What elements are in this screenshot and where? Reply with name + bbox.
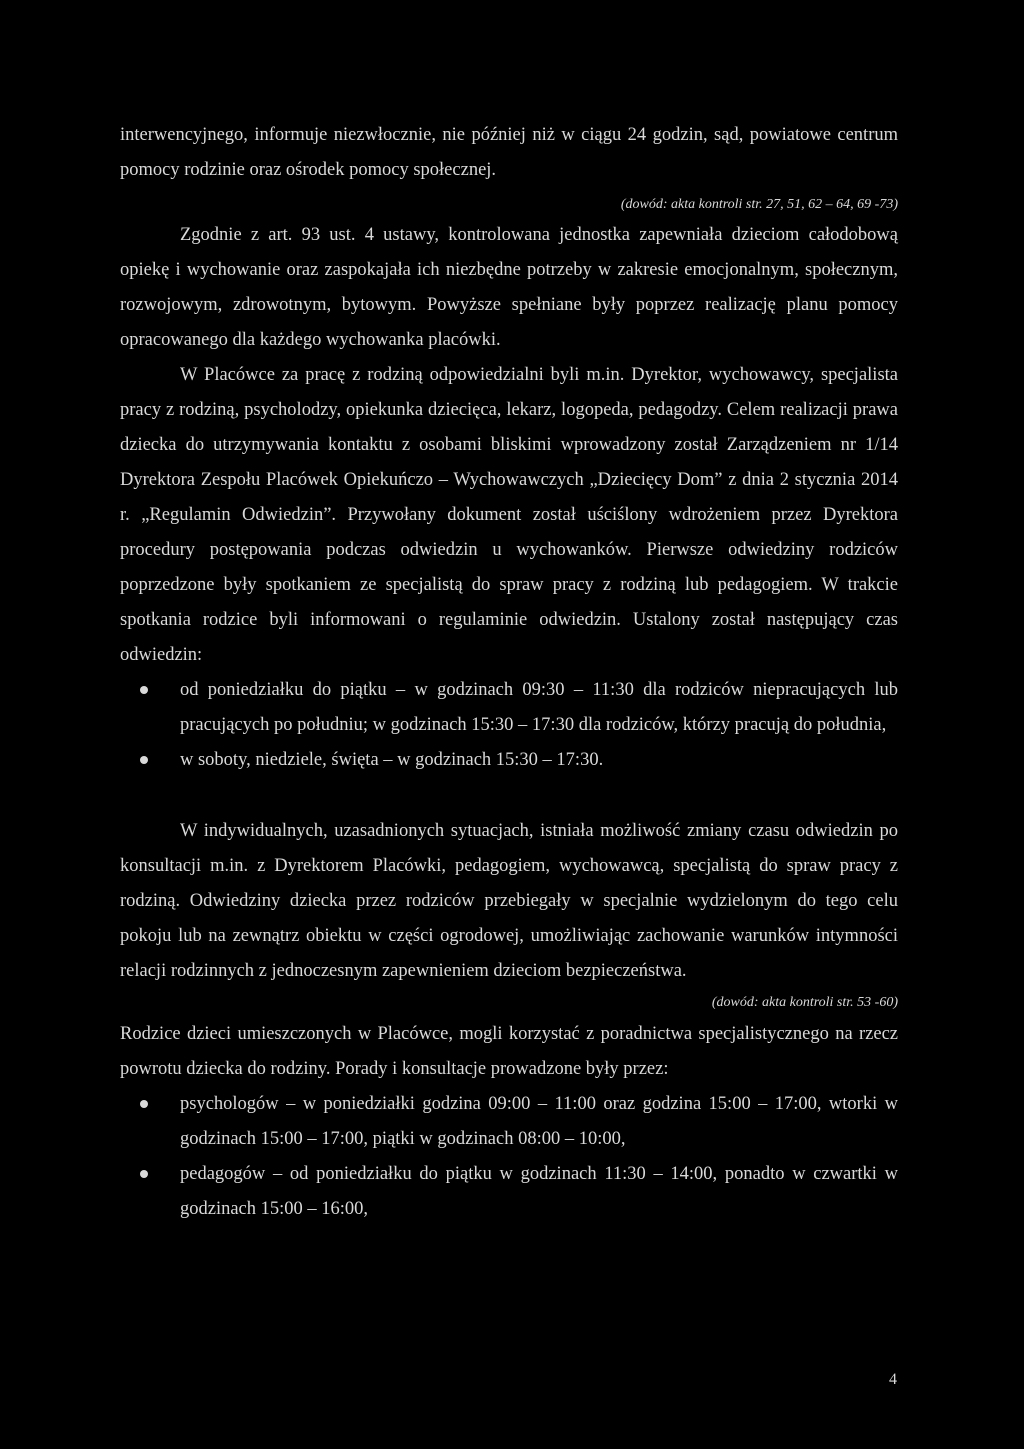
evidence-citation-2: (dowód: akta kontroli str. 53 -60) xyxy=(711,995,898,1010)
document-page xyxy=(120,118,898,1227)
paragraph-2: Zgodnie z art. 93 ust. 4 ustawy, kontrolowana jednostka zapewniała dzieciom całodobową opiekę i wychowanie oraz zaspokajała ich niezbędne potrzeby w zakresie emocjonalnym, społecznym, rozwojowym, zdrowotnym, bytowym. Powyższe spełniane były poprzez realizację planu pomocy opracowanego dla każdego wychowanka placówki. xyxy=(120,225,898,350)
list-item xyxy=(120,743,898,778)
paragraph-gap xyxy=(120,778,898,814)
list-item-text: w soboty, niedziele, święta – w godzinach 15:30 – 17:30. xyxy=(180,750,604,770)
advice-schedule-list xyxy=(120,1087,898,1227)
bullet-icon xyxy=(140,1100,148,1108)
page-number: 4 xyxy=(889,1371,897,1388)
evidence-citation-1: (dowód: akta kontroli str. 27, 51, 62 – 64, 69 -73) xyxy=(620,197,898,212)
list-item xyxy=(120,1087,898,1157)
paragraph-5: Rodzice dzieci umieszczonych w Placówce, mogli korzystać z poradnictwa specjalistycznego na rzecz powrotu dziecka do rodziny. Porady i konsultacje prowadzone były przez: xyxy=(120,1024,898,1079)
list-item-text: od poniedziałku do piątku – w godzinach 09:30 – 11:30 dla rodziców niepracujących lub pracujących po południu; w godzinach 15:30 – 17:30 dla rodziców, którzy pracują do południa, xyxy=(180,680,898,735)
visits-schedule-list xyxy=(120,673,898,778)
paragraph-4: W indywidualnych, uzasadnionych sytuacjach, istniała możliwość zmiany czasu odwiedzin po konsultacji m.in. z Dyrektorem Placówki, pedagogiem, wychowawcą, specjalistą do spraw pracy z rodziną. Odwiedziny dziecka przez rodziców przebiegały w specjalnie wydzielonym do tego celu pokoju lub na zewnątrz obiektu w części ogrodowej, umożliwiając zachowanie warunków intymności relacji rodzinnych z jednoczesnym zapewnieniem dzieciom bezpieczeństwa. xyxy=(120,821,898,981)
bullet-icon xyxy=(140,756,148,764)
bullet-icon xyxy=(140,1170,148,1178)
list-item-text: psychologów – w poniedziałki godzina 09:00 – 11:00 oraz godzina 15:00 – 17:00, wtorki w godzinach 15:00 – 17:00, piątki w godzinach 08:00 – 10:00, xyxy=(180,1094,898,1149)
bullet-icon xyxy=(140,686,148,694)
paragraph-3: W Placówce za pracę z rodziną odpowiedzialni byli m.in. Dyrektor, wychowawcy, specjalista pracy z rodziną, psycholodzy, opiekunka dziecięca, lekarz, logopeda, pedagodzy. Celem realizacji prawa dziecka do utrzymywania kontaktu z osobami bliskimi wprowadzony został Zarządzeniem nr 1/14 Dyrektora Zespołu Placówek Opiekuńczo – Wychowawczych „Dziecięcy Dom” z dnia 2 stycznia 2014 r. „Regulamin Odwiedzin”. Przywołany dokument został uściślony wdrożeniem przez Dyrektora procedury postępowania podczas odwiedzin u wychowanków. Pierwsze odwiedziny rodziców poprzedzone były spotkaniem ze specjalistą do spraw pracy z rodziną lub pedagogiem. W trakcie spotkania rodzice byli informowani o regulaminie odwiedzin. Ustalony został następujący czas odwiedzin: xyxy=(120,365,898,665)
list-item-text: pedagogów – od poniedziałku do piątku w godzinach 11:30 – 14:00, ponadto w czwartki w godzinach 15:00 – 16:00, xyxy=(180,1164,898,1219)
list-item xyxy=(120,1157,898,1227)
list-item xyxy=(120,673,898,743)
paragraph-1: interwencyjnego, informuje niezwłocznie, nie później niż w ciągu 24 godzin, sąd, powiatowe centrum pomocy rodzinie oraz ośrodek pomocy społecznej. xyxy=(120,125,898,180)
